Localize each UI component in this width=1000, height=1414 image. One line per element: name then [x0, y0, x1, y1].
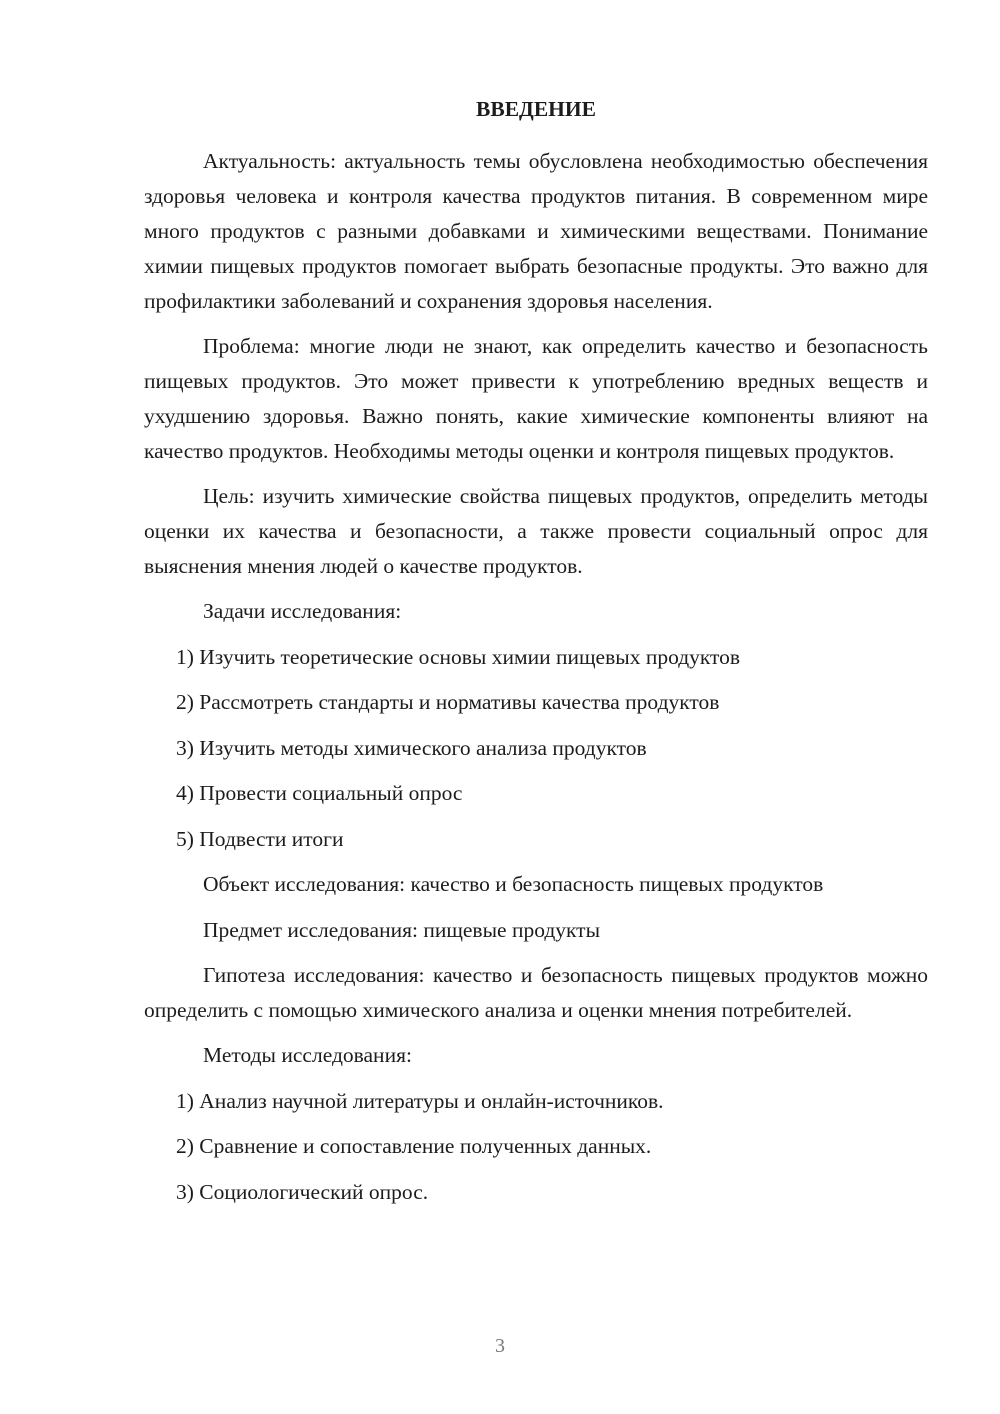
- relevance-paragraph: Актуальность: актуальность темы обусловлена необходимостью обеспечения здоровья человека и контроля качества продуктов питания. В современном мире много продуктов с разными добавками и химическими веществами. Понимание химии пищевых продуктов помогает выбрать безопасные продукты. Это важно для профилактики заболеваний и сохранения здоровья населения.: [144, 149, 928, 313]
- problem-paragraph: Проблема: многие люди не знают, как определить качество и безопасность пищевых продуктов. Это может привести к употреблению вредных веществ и ухудшению здоровья. Важно понять, какие химические компоненты влияют на качество продуктов. Необходимы методы оценки и контроля пищевых продуктов.: [144, 334, 928, 463]
- task-item-3: 3) Изучить методы химического анализа продуктов: [176, 735, 647, 760]
- task-item-4: 4) Провести социальный опрос: [176, 781, 463, 805]
- method-item-2: 2) Сравнение и сопоставление полученных данных.: [176, 1134, 652, 1158]
- research-subject: Предмет исследования: пищевые продукты: [203, 917, 601, 942]
- document-page: [144, 96, 928, 1220]
- research-object: Объект исследования: качество и безопасность пищевых продуктов: [203, 872, 824, 896]
- tasks-heading: Задачи исследования:: [203, 599, 402, 623]
- hypothesis-paragraph: Гипотеза исследования: качество и безопасность пищевых продуктов можно определить с помощью химического анализа и оценки мнения потребителей.: [144, 963, 928, 1022]
- task-item-1: 1) Изучить теоретические основы химии пищевых продуктов: [176, 644, 741, 669]
- task-item-5: 5) Подвести итоги: [176, 826, 344, 851]
- method-item-3: 3) Социологический опрос.: [176, 1179, 429, 1204]
- methods-heading: Методы исследования:: [203, 1043, 412, 1067]
- task-item-2: 2) Рассмотреть стандарты и нормативы качества продуктов: [176, 690, 720, 714]
- goal-paragraph: Цель: изучить химические свойства пищевых продуктов, определить методы оценки их качества и безопасности, а также провести социальный опрос для выяснения мнения людей о качестве продуктов.: [144, 484, 928, 578]
- page-number: 3: [495, 1335, 505, 1357]
- method-item-1: 1) Анализ научной литературы и онлайн-источников.: [176, 1088, 664, 1113]
- section-title: ВВЕДЕНИЕ: [476, 97, 596, 121]
